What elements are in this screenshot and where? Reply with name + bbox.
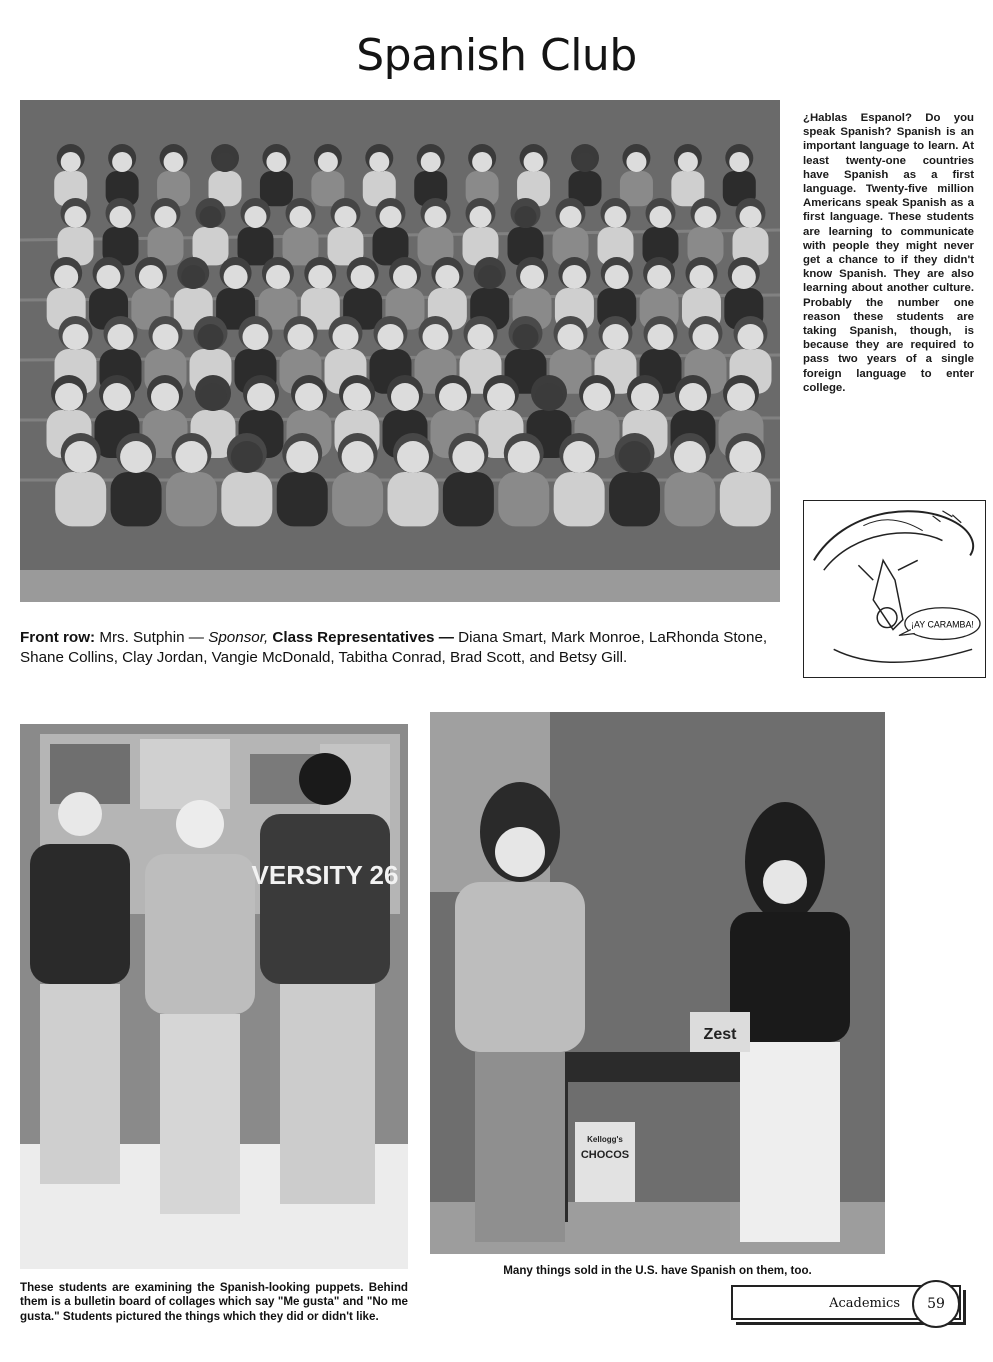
page-title: Spanish Club (356, 30, 637, 81)
cereal-brand-label: Kellogg's (587, 1135, 623, 1144)
cartoon-illustration (803, 500, 986, 678)
products-photo-art (430, 712, 885, 1254)
products-photo (430, 712, 885, 1254)
jersey-text: VERSITY 26 (251, 860, 399, 890)
caption-sponsor-name: Mrs. Sutphin — (99, 629, 204, 646)
cartoon-speech: ¡AY CARAMBA! (911, 619, 974, 630)
puppets-photo-art (20, 724, 408, 1269)
products-caption: Many things sold in the U.S. have Spanish on them, too. (503, 1264, 812, 1277)
puppets-photo (20, 724, 408, 1269)
caption-reps-label: Class Representatives — (272, 629, 454, 646)
page-number: 59 (912, 1280, 960, 1328)
cereal-name-label: CHOCOS (580, 1149, 630, 1161)
group-photo (20, 100, 780, 602)
group-photo-art (20, 100, 780, 602)
sidebar-article: ¿Hablas Espanol? Do you speak Spanish? Spanish is an important language to learn. At least twenty-one countries have Spanish as a first language. Twenty-five million Americans speak Spanish as a first language. These students are learning to communicate with people they might never get a chance to if they didn't know Spanish. They are also learning about another culture. Probably the number one reason these students are taking Spanish, though, is because they are required to pass two years of a single foreign language to enter college. (803, 112, 974, 394)
caption-sponsor-role: Sponsor, (208, 629, 269, 646)
section-label: Academics (829, 1296, 900, 1311)
caption-lead: Front row: (20, 629, 96, 646)
zest-box-label: Zest (703, 1026, 737, 1043)
caption-names: Diana Smart, Mark Monroe, LaRhonda Stone, Shane Collins, Clay Jordan, Vangie McDonald, Tabitha Conrad, Brad Scott, and Betsy Gill. (20, 629, 768, 666)
puppets-caption: These students are examining the Spanish-looking puppets. Behind them is a bulletin board of collages which say "Me gusta" and "No me gusta." Students pictured the things which they did or didn't like. (20, 1281, 408, 1323)
group-photo-caption (20, 628, 780, 668)
